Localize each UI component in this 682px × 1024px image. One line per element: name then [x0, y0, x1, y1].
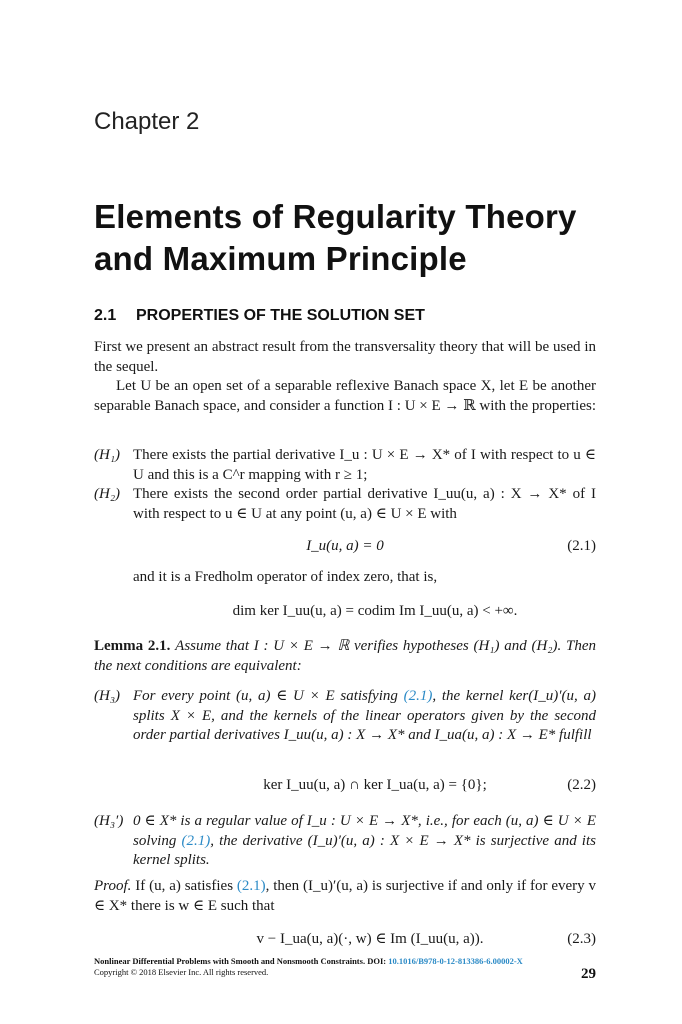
- equation-ref-2-1[interactable]: (2.1): [403, 688, 433, 704]
- paragraph-setup: Let U be an open set of a separable reflexive Banach space X, let E be another separable Banach space, and consider a function I : U × E → ℝ with the properties:: [94, 378, 597, 414]
- proof-paragraph: [94, 877, 596, 916]
- proof-label: Proof.: [94, 878, 132, 894]
- equation-2-3-number: (2.3): [567, 931, 596, 947]
- chapter-title: [94, 196, 577, 280]
- hypothesis-h3-prime-text: [133, 812, 596, 871]
- equation-ref-2-1[interactable]: (2.1): [181, 832, 211, 849]
- equation-2-2-formula: ker I_uu(u, a) ∩ ker I_ua(u, a) = {0};: [263, 777, 487, 793]
- hypothesis-h3-prime-text-post: , the derivative (I_u)′(u, a) : X × E → X* is surjective and its kernel splits.: [133, 832, 596, 868]
- hypothesis-h3-prime-text-pre: 0 ∈ X* is a regular value of I_u : U × E → X*, i.e., for each (u, a) ∈ U × E solving: [133, 813, 596, 849]
- equation-2-3-formula: v − I_ua(u, a)(·, w) ∈ Im (I_uu(u, a)).: [256, 931, 484, 947]
- proof-text-post: , then (I_u)′(u, a) is surjective if and only if for every v ∈ X* there is w ∈ E such that: [94, 878, 596, 914]
- section-title: PROPERTIES OF THE SOLUTION SET: [136, 307, 425, 324]
- equation-ref-2-1[interactable]: (2.1): [236, 878, 266, 894]
- footer-doi-link[interactable]: 10.1016/B978-0-12-813386-6.00002-X: [388, 956, 523, 966]
- page-number: 29: [581, 966, 596, 982]
- footer-book-title: Nonlinear Differential Problems with Smooth and Nonsmooth Constraints. DOI:: [94, 956, 389, 966]
- chapter-title-line-1: Elements of Regularity Theory: [94, 198, 577, 235]
- lemma-text: Assume that I : U × E → ℝ verifies hypotheses (H₁) and (H₂). Then the next conditions are equivalent:: [94, 638, 597, 674]
- hypothesis-h2-continuation: and it is a Fredholm operator of index zero, that is,: [133, 569, 438, 585]
- section-heading: [94, 307, 425, 325]
- lemma-label: Lemma 2.1.: [94, 638, 171, 654]
- chapter-title-line-2: and Maximum Principle: [94, 240, 467, 277]
- hypothesis-h3-text-post: , the kernel ker(I_u)′(u, a) splits X × E, and the kernels of the linear operators given by the second order partial derivatives I_uu(u, a) : X → X* and I_ua(u, a) : X → E* fulfill: [133, 688, 596, 743]
- hypothesis-h3-text-pre: For every point (u, a) ∈ U × E satisfying: [133, 688, 404, 704]
- footer-copyright: Copyright © 2018 Elsevier Inc. All rights reserved.: [94, 967, 269, 977]
- hypothesis-h3-label: (H₃): [94, 688, 121, 704]
- hypothesis-h2-label: (H₂): [94, 486, 121, 502]
- hypothesis-h3-text: [133, 687, 596, 746]
- equation-2-2-number: (2.2): [567, 777, 596, 793]
- hypothesis-h1-label: (H₁): [94, 447, 121, 463]
- proof-text-pre: If (u, a) satisfies: [131, 878, 237, 894]
- lemma-statement: [94, 637, 596, 676]
- section-number: 2.1: [94, 307, 117, 324]
- chapter-label: Chapter 2: [94, 108, 200, 135]
- hypothesis-h2-text: There exists the second order partial derivative I_uu(u, a) : X → X* of I with respect to u ∈ U at any point (u, a) ∈ U × E with: [133, 486, 596, 522]
- equation-2-1-formula: I_u(u, a) = 0: [306, 538, 384, 554]
- hypothesis-h1-text: There exists the partial derivative I_u : U × E → X* of I with respect to u ∈ U and this is a C^r mapping with r ≥ 1;: [133, 447, 596, 483]
- paragraph-intro: First we present an abstract result from the transversality theory that will be used in the sequel.: [94, 339, 596, 375]
- equation-2-1-number: (2.1): [567, 538, 596, 554]
- hypothesis-h3-prime-label: (H₃′): [94, 813, 124, 829]
- equation-dim-ker-formula: dim ker I_uu(u, a) = codim Im I_uu(u, a) < +∞.: [232, 603, 518, 619]
- page-footer: [94, 956, 596, 978]
